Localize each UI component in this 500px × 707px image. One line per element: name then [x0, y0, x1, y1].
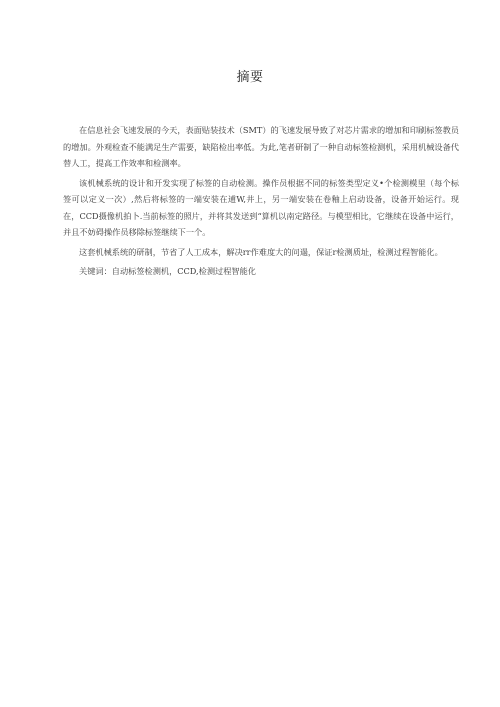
abstract-title: 摘要: [236, 70, 264, 85]
abstract-paragraph-1: 在信息社会飞速发展的今天，表面贴装技术（SMT）的飞速发展导致了对芯片需求的增加和印刷标签教员的增加。外观检查不能满足生产需要，缺陷检出率低。为此,笔者研制了一种自动标签检测机，采用机械设备代替人工，提高工作效率和检测率。: [63, 125, 459, 168]
abstract-paragraph-2: 该机械系统的设计和开发实现了标签的自动检测。操作员根据不同的标签类型定义•个检测模里（每个标签可以定义一次）,然后将标签的一端安装在逋W,井上，另一端安装在卷釉上启动设备，设备开始运行。现在，CCD摄像机拍卜.当前标签的照片，并将其发送到“算机以南定路径。与模型相比，它继续在设备中运行，并且不妨碍操作员移除标签继续下一个。: [63, 177, 459, 237]
abstract-paragraph-3: 这套机械系统的研制，节省了人工成本，解决rr作难度大的问遢，保证r检测质址，检测过程智能化。: [79, 246, 443, 257]
abstract-body: [63, 122, 459, 283]
keywords-line: 关键词：自动标签检测机，CCD,检测过程智能化: [79, 266, 256, 276]
